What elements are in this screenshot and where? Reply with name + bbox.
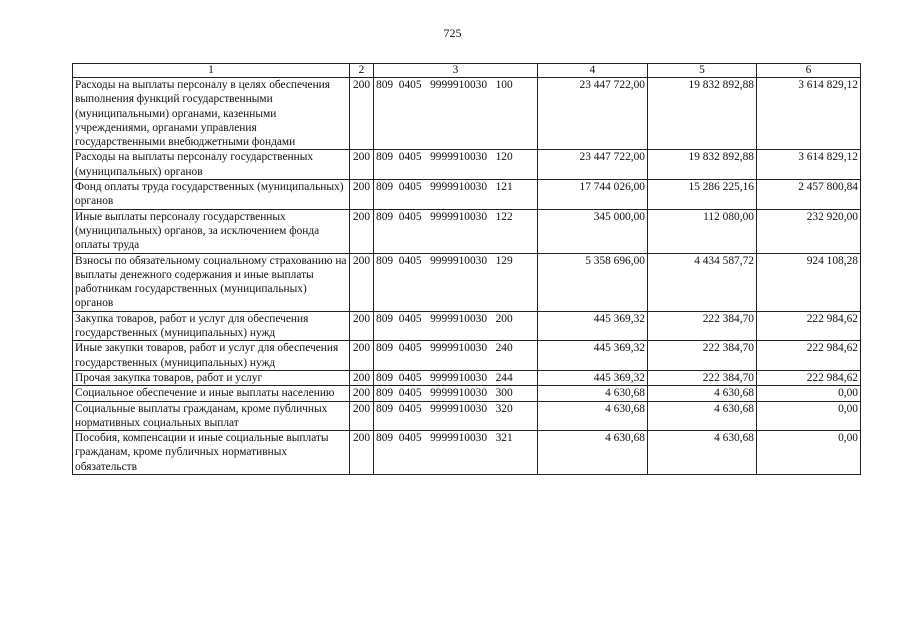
amount-5-cell: 19 832 892,88: [648, 150, 757, 180]
code-2-cell: 200: [350, 311, 374, 341]
expense-name-cell: Иные закупки товаров, работ и услуг для обеспечения государственных (муниципальных) нужд: [73, 341, 350, 371]
code-2-cell: 200: [350, 431, 374, 475]
amount-4-cell: 445 369,32: [538, 341, 648, 371]
classification-code-cell: 809 0405 9999910030 320: [374, 401, 538, 431]
classification-code-cell: 809 0405 9999910030 200: [374, 311, 538, 341]
header-col-3: 3: [374, 64, 538, 78]
classification-code-cell: 809 0405 9999910030 100: [374, 78, 538, 150]
amount-4-cell: 4 630,68: [538, 431, 648, 475]
header-col-1: 1: [73, 64, 350, 78]
amount-6-cell: 924 108,28: [757, 253, 861, 311]
classification-code-cell: 809 0405 9999910030 120: [374, 150, 538, 180]
amount-6-cell: 0,00: [757, 401, 861, 431]
header-col-6: 6: [757, 64, 861, 78]
code-2-cell: 200: [350, 386, 374, 401]
amount-4-cell: 4 630,68: [538, 401, 648, 431]
code-2-cell: 200: [350, 370, 374, 385]
amount-4-cell: 345 000,00: [538, 209, 648, 253]
amount-6-cell: 222 984,62: [757, 311, 861, 341]
code-2-cell: 200: [350, 150, 374, 180]
amount-4-cell: 5 358 696,00: [538, 253, 648, 311]
table-row: [73, 386, 861, 401]
expense-name-cell: Закупка товаров, работ и услуг для обеспечения государственных (муниципальных) нужд: [73, 311, 350, 341]
amount-4-cell: 23 447 722,00: [538, 150, 648, 180]
amount-5-cell: 15 286 225,16: [648, 180, 757, 210]
code-2-cell: 200: [350, 209, 374, 253]
amount-4-cell: 445 369,32: [538, 311, 648, 341]
code-2-cell: 200: [350, 341, 374, 371]
amount-4-cell: 445 369,32: [538, 370, 648, 385]
amount-5-cell: 222 384,70: [648, 341, 757, 371]
table-row: [73, 311, 861, 341]
amount-5-cell: 112 080,00: [648, 209, 757, 253]
amount-6-cell: 3 614 829,12: [757, 150, 861, 180]
code-2-cell: 200: [350, 78, 374, 150]
expense-name-cell: Социальные выплаты гражданам, кроме публичных нормативных социальных выплат: [73, 401, 350, 431]
classification-code-cell: 809 0405 9999910030 240: [374, 341, 538, 371]
code-2-cell: 200: [350, 253, 374, 311]
classification-code-cell: 809 0405 9999910030 121: [374, 180, 538, 210]
expense-name-cell: Прочая закупка товаров, работ и услуг: [73, 370, 350, 385]
expense-name-cell: Расходы на выплаты персоналу в целях обеспечения выполнения функций государственными (муниципальными) органами, казенными учреждениями, органами управления государственными внебюджетными фондами: [73, 78, 350, 150]
amount-6-cell: 222 984,62: [757, 341, 861, 371]
amount-5-cell: 222 384,70: [648, 311, 757, 341]
header-row: [73, 64, 861, 78]
amount-5-cell: 4 630,68: [648, 386, 757, 401]
expense-name-cell: Пособия, компенсации и иные социальные выплаты гражданам, кроме публичных нормативных обязательств: [73, 431, 350, 475]
classification-code-cell: 809 0405 9999910030 129: [374, 253, 538, 311]
page-number: 725: [443, 26, 462, 40]
classification-code-cell: 809 0405 9999910030 321: [374, 431, 538, 475]
amount-5-cell: 4 434 587,72: [648, 253, 757, 311]
code-2-cell: 200: [350, 180, 374, 210]
amount-5-cell: 222 384,70: [648, 370, 757, 385]
amount-6-cell: 232 920,00: [757, 209, 861, 253]
expense-name-cell: Иные выплаты персоналу государственных (муниципальных) органов, за исключением фонда оплаты труда: [73, 209, 350, 253]
header-col-4: 4: [538, 64, 648, 78]
table-row: [73, 370, 861, 385]
amount-4-cell: 23 447 722,00: [538, 78, 648, 150]
amount-5-cell: 4 630,68: [648, 401, 757, 431]
amount-5-cell: 19 832 892,88: [648, 78, 757, 150]
classification-code-cell: 809 0405 9999910030 300: [374, 386, 538, 401]
expense-name-cell: Фонд оплаты труда государственных (муниципальных) органов: [73, 180, 350, 210]
budget-table: [72, 63, 861, 475]
amount-6-cell: 222 984,62: [757, 370, 861, 385]
expense-name-cell: Расходы на выплаты персоналу государственных (муниципальных) органов: [73, 150, 350, 180]
amount-6-cell: 0,00: [757, 386, 861, 401]
table-row: [73, 431, 861, 475]
amount-4-cell: 17 744 026,00: [538, 180, 648, 210]
expense-name-cell: Социальное обеспечение и иные выплаты населению: [73, 386, 350, 401]
header-col-2: 2: [350, 64, 374, 78]
expense-name-cell: Взносы по обязательному социальному страхованию на выплаты денежного содержания и иные выплаты работникам государственных (муниципальных) органов: [73, 253, 350, 311]
amount-6-cell: 3 614 829,12: [757, 78, 861, 150]
table-row: [73, 180, 861, 210]
header-col-5: 5: [648, 64, 757, 78]
code-2-cell: 200: [350, 401, 374, 431]
classification-code-cell: 809 0405 9999910030 244: [374, 370, 538, 385]
table-row: [73, 341, 861, 371]
table-row: [73, 78, 861, 150]
table-row: [73, 253, 861, 311]
amount-6-cell: 0,00: [757, 431, 861, 475]
amount-5-cell: 4 630,68: [648, 431, 757, 475]
table-row: [73, 401, 861, 431]
amount-6-cell: 2 457 800,84: [757, 180, 861, 210]
table-row: [73, 209, 861, 253]
classification-code-cell: 809 0405 9999910030 122: [374, 209, 538, 253]
amount-4-cell: 4 630,68: [538, 386, 648, 401]
table-row: [73, 150, 861, 180]
